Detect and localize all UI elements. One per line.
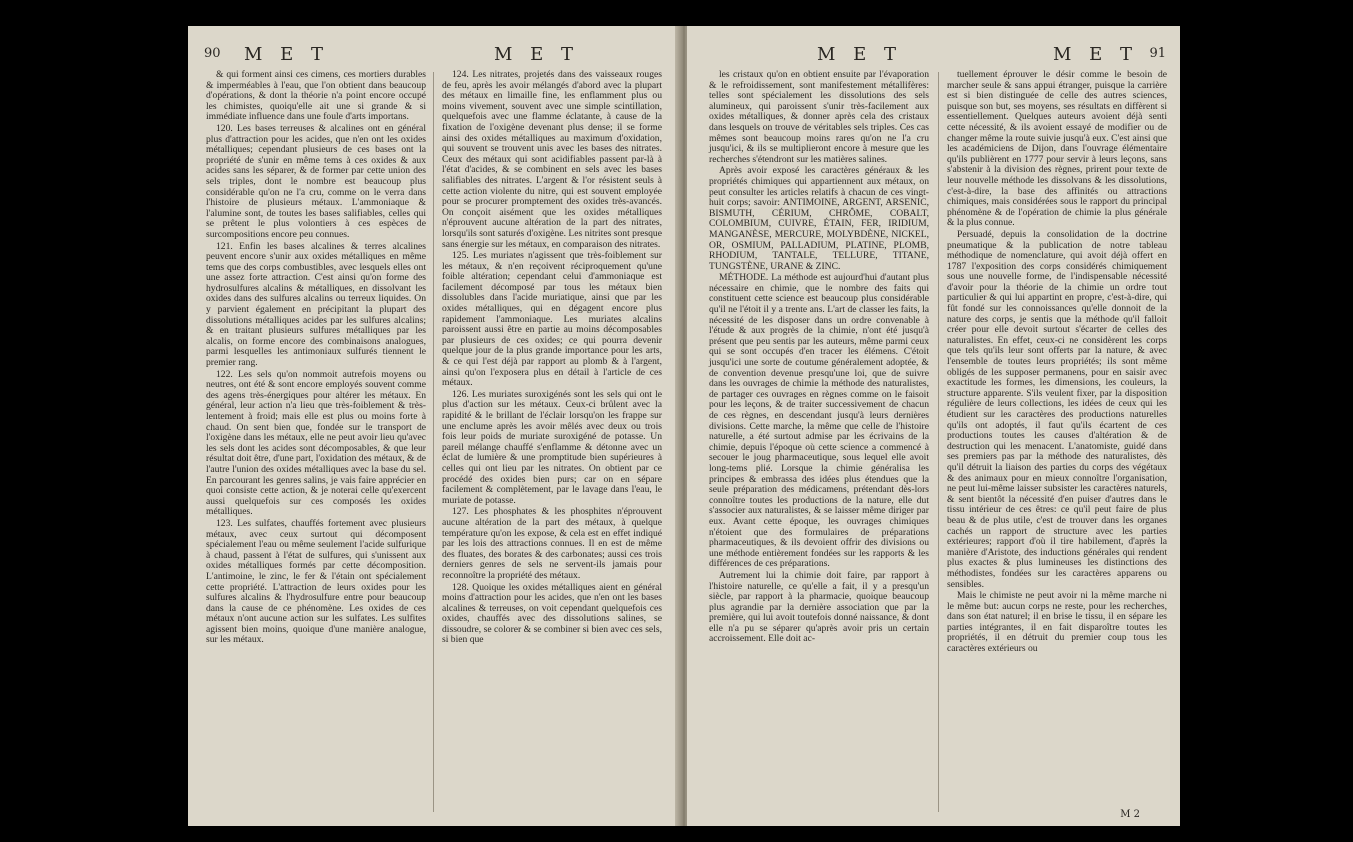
paragraph: 124. Les nitrates, projetés dans des vaisseaux rouges de feu, après les avoir mélangés d'abord avec la plupart des métaux en limaille fine, les enflamment plus ou moins vivement, souvent avec une simple scintillation, quelquefois avec une flamme éclatante, à cause de la fixation de l'oxigène devenant plus dense; il se forme ainsi des oxides métalliques au maximum d'oxidation, qui souvent se trouvent unis avec les bases des nitrates. Ceux des métaux qui sont acidifiables passent par-là à l'état d'acides, & se combinent en sels avec les bases salifiables des nitrates. L'argent & l'or résistent seuls à cette action violente du nitre, qui est souvent employée pour se procurer promptement des oxides très-avancés. On conçoit aisément que les oxides métalliques n'éprouvent aucune altération de la part des nitrates, lorsqu'ils sont saturés d'oxigène. Les nitrites sont presque sans énergie sur les métaux, en comparaison des nitrates. — [442, 69, 662, 250]
paragraph: 126. Les muriates suroxigénés sont les sels qui ont le plus d'action sur les métaux. Ceux-ci brûlent avec la rapidité & le brillant de l'éclair lorsqu'on les frappe sur une enclume après les avoir mêlés avec deux ou trois fois leur poids de muriate suroxigéné de potasse. Un pareil mélange chauffé s'enflamme & détonne avec un éclat de lumière & une promptitude bien supérieures à celles qui ont lieu par les nitrates. On obtient par ce procédé des oxides bien purs; car on en sépare facilement & complètement, par le lavage dans l'eau, le muriate de potasse. — [442, 388, 662, 506]
paragraph: les cristaux qu'on en obtient ensuite par l'évaporation & le refroidissement, sont manifestement métallifères: telles sont spécialement les dissolutions des sels alumineux, qui paroissent s'unir très-facilement aux oxides métalliques, & donner après cela des cristaux dans lesquels on trouve de véritables sels triples. Ces cas mêmes sont beaucoup moins rares qu'on ne l'a cru jusqu'ici, & ils se multiplieront encore à mesure que les recherches s'étendront sur les matières salines. — [709, 69, 929, 165]
right-running-head-1: M E T — [817, 44, 903, 65]
right-folio: 91 — [1149, 46, 1166, 61]
paragraph: tuellement éprouver le désir comme le besoin de marcher seule & sans appui étranger, puisque la carrière est si bien distinguée de celle des autres sciences, puisque son but, ses moyens, ses résultats en diffèrent si essentiellement. Quelques auteurs avoient déjà senti cette nécessité, & ils avoient essayé de modifier ou de changer même la route suivie jusqu'à eux. C'est ainsi que les académiciens de Dijon, dans l'ouvrage élémentaire qu'ils publièrent en 1777 pour servir à leurs leçons, sans s'abstenir à la division des règnes, prirent pour texte de leur nouvelle méthode les dissolvans & les dissolutions, c'est-à-dire, la base des affinités ou attractions chimiques, mais considérées sous le rapport du principal phénomène & de l'opération de chimie la plus générale & la plus connue. — [947, 69, 1167, 229]
left-column-1 — [206, 70, 426, 647]
right-running-head-2: M E T — [1053, 44, 1139, 65]
left-folio: 90 — [204, 46, 221, 61]
left-column-2 — [442, 70, 662, 647]
paragraph: 127. Les phosphates & les phosphites n'éprouvent aucune altération de la part des métaux, à quelque température qu'on les expose, & cela est en effet indiqué par les lois des attractions connues. Il en est de même des fluates, des borates & des carbonates; aussi ces trois derniers genres de sels ne servent-ils jamais pour reconnoître la propriété des métaux. — [442, 506, 662, 581]
left-running-head-1: M E T — [244, 44, 330, 65]
signature-mark: M 2 — [1120, 809, 1140, 820]
paragraph: Persuadé, depuis la consolidation de la doctrine pneumatique & la publication de notre tableau méthodique de nomenclature, qui avoit déjà offert en 1787 l'exposition des corps considérés chimiquement sous une nouvelle forme, de l'indispensable nécessité d'avoir pour la théorie de la chimie un ordre tout particulier & qui lui appartint en propre, c'est-à-dire, qui fût fondé sur les connoissances qu'elle donnoit de la nature des corps, je sentis que la méthode qu'il falloit créer pour elle devoit surtout s'écarter de celles des naturalistes. En effet, ceux-ci ne considèrent les corps que tels qu'ils leur sont offerts par la nature, & avec l'ensemble de toutes leurs propriétés; ils sont même obligés de les supposer permanens, pour en saisir avec exactitude les formes, les dimensions, les couleurs, la structure apparente. S'ils veulent fixer, par la disposition régulière de leurs collections, les idées de ceux qui les étudient sur les caractères des productions naturelles qu'ils ont adoptés, il faut qu'ils écartent de ces productions toutes les causes d'altération & de destruction qui les menacent. L'anatomiste, guidé dans ses premiers pas par la méthode des naturalistes, dès qu'il détruit la liaison des parties du corps des végétaux & des animaux pour en mieux connoître l'organisation, ne peut lui-même laisser subsister les caractères naturels, & sent bientôt la nécessité d'en puiser d'autres dans le tissu intérieur de ces êtres: ce qu'il peut faire de plus beau & de plus utile, c'est de trouver dans les organes cachés un rapport de structure avec les parties extérieures; rapport d'où il tire habilement, d'après la manière d'Aristote, des inductions générales qui rendent plus exactes & plus lumineuses les distinctions des méthodistes, fondées sur les caractères apparens ou sensibles. — [947, 228, 1167, 590]
paragraph: 125. Les muriates n'agissent que très-foiblement sur les métaux, & n'en reçoivent réciproquement qu'une foible altération; cependant celui d'ammoniaque est facilement décomposé par tous les métaux bien dissolubles dans l'acide muriatique, ainsi que par les oxides métalliques, qui en dégagent encore plus rapidement l'ammoniaque. Les muriates alcalins paroissent aussi être en partie au moins décomposables par plusieurs de ces oxides; ce qui pourra devenir quelque jour de la plus grande importance pour les arts, & ce qui l'est déjà par rapport au plomb & à l'argent, ainsi qu'on l'exposera plus en détail à l'article de ces métaux. — [442, 250, 662, 389]
left-running-head-2: M E T — [494, 44, 580, 65]
paragraph: Mais le chimiste ne peut avoir ni la même marche ni le même but: aucun corps ne reste, pour les recherches, dans son état naturel; il en brise le tissu, il en sépare les parties intégrantes, il en fait disparoître toutes les propriétés, il en détruit du premier coup tous les caractères extérieurs ou — [947, 590, 1167, 655]
paragraph: 123. Les sulfates, chauffés fortement avec plusieurs métaux, avec ceux surtout qui décomposent spécialement l'eau ou même seulement l'acide sulfurique à chaud, passent à l'état de sulfures, qui s'unissent aux oxides métalliques formés par cette décomposition. L'antimoine, le zinc, le fer & l'étain ont spécialement cette propriété. L'attraction de leurs oxides pour les sulfures alcalins & l'hydrosulfure entre pour beaucoup dans la cause de ce phénomène. Les oxides de ces métaux n'ont aucune action sur les sulfates. Les sulfites agissent bien moins, quoique d'une manière analogue, sur les métaux. — [206, 517, 426, 646]
column-divider — [938, 72, 939, 812]
paragraph: 122. Les sels qu'on nommoit autrefois moyens ou neutres, ont été & sont encore employés souvent comme des agens très-énergiques pour altérer les métaux. En général, leur action n'a lieu que très-foiblement & très-lentement à froid; mais elle est plus ou moins forte à chaud. On sent bien que, fondée sur le transport de l'oxigène dans les métaux, elle ne peut avoir lieu qu'avec les sels dont les acides sont décomposables, & que leur résultat doit être, d'une part, l'oxidation des métaux, & de l'autre l'union des oxides métalliques avec la base du sel. En parcourant les genres salins, je vais faire apprécier en quoi consiste cette action, & je noterai celle qu'exercent aussi quelquefois sur ces composés les oxides métalliques. — [206, 368, 426, 518]
paragraph: MÉTHODE. La méthode est aujourd'hui d'autant plus nécessaire en chimie, que le nombre des faits qui constituent cette science est beaucoup plus considérable qu'il ne l'étoit il y a trente ans. L'art de classer les faits, la nécessité de les disposer dans un ordre convenable à l'étude & aux progrès de la chimie, n'ont été jusqu'à présent que peu sentis par les auteurs, même parmi ceux qui se sont occupés d'en tracer les élémens. C'étoit jusqu'ici une sorte de coutume généralement adoptée, & de convention devenue presqu'une loi, que de suivre dans les ouvrages de chimie la méthode des naturalistes, de partager ces ouvrages en règnes comme on le faisoit pour les leçons, & de traiter successivement de chacun de ces règnes, en descendant jusqu'à leurs dernières divisions. Cette marche, la même que celle de l'histoire naturelle, a été surtout admise par les écrivains de la chimie, depuis l'époque où cette science a commencé à secouer le joug pharmaceutique, sous lequel elle avoit long-tems plié. Lorsque la chimie généralisa les principes & embrassa des idées plus étendues que la seule préparation des médicamens, prétendant dès-lors connoître toutes les productions de la nature, elle dut s'associer aux naturalistes, & se laisser même diriger par eux. Avant cette époque, les ouvrages chimiques n'étoient que des formulaires de préparations pharmaceutiques, & ils devoient offrir des divisions ou une méthode entièrement fondées sur les rapports & les différences de ces préparations. — [709, 272, 929, 570]
left-page — [188, 26, 681, 826]
column-divider — [433, 72, 434, 812]
paragraph: 121. Enfin les bases alcalines & terres alcalines peuvent encore s'unir aux oxides métalliques en même tems que des corps combustibles, avec lesquels elles ont une assez forte attraction. C'est ainsi qu'on forme des hydrosulfures alcalins & métalliques, en dissolvant les oxides dans des sulfures alcalins ou terreux liquides. On y parvient également en précipitant la plupart des dissolutions métalliques acides par les sulfures alcalins; & en traitant plusieurs sulfures métalliques par les alcalis, on forme encore des combinaisons analogues, parmi lesquelles les antimoniaux sulfurés tiennent le premier rang. — [206, 240, 426, 369]
paragraph: 128. Quoique les oxides métalliques aient en général moins d'attraction pour les acides, que n'en ont les bases alcalines & terreuses, on voit cependant quelquefois ces oxides, chauffés avec des dissolutions salines, se dissoudre, se colorer & se combiner si bien avec ces sels, si bien que — [442, 581, 662, 646]
paragraph: 120. Les bases terreuses & alcalines ont en général plus d'attraction pour les acides, que n'en ont les oxides métalliques; cependant plusieurs de ces bases ont la propriété de s'unir en même tems à ces oxides & aux acides sans les séparer, & de former par cette union des sels triples, dont le nombre est beaucoup plus considérable qu'on ne l'a cru, comme on le verra dans l'histoire de plusieurs métaux. L'ammoniaque & l'alumine sont, de toutes les bases salifiables, celles qui se prêtent le plus volontiers à ces espèces de surcompositions encore peu connues. — [206, 122, 426, 240]
open-book — [188, 26, 1180, 826]
right-page — [687, 26, 1180, 826]
paragraph: Autrement lui la chimie doit faire, par rapport à l'histoire naturelle, ce qu'elle a fait, il y a presqu'un siècle, par rapport à la pharmacie, quoique beaucoup plus agrandie par la dernière association que par la première, qui lui avoit toutefois donné naissance, & dont elle n'a pu se séparer qu'après avoir pris un certain accroissement. Elle doit ac- — [709, 569, 929, 645]
right-column-1 — [709, 70, 929, 646]
right-column-2 — [947, 70, 1167, 656]
paragraph: & qui forment ainsi ces cimens, ces mortiers durables & imperméables à l'eau, que l'on obtient dans beaucoup d'opérations, & dont la théorie n'a point encore occupé les chimistes, quoiqu'elle ait une si grande & si immédiate influence dans une foule d'arts importans. — [206, 69, 426, 123]
paragraph: Après avoir exposé les caractères généraux & les propriétés chimiques qui appartiennent aux métaux, on peut consulter les articles relatifs à chacun de ces vingt-huit corps; savoir: ANTIMOINE, ARGENT, ARSENIC, BISMUTH, CÉRIUM, CHRÔME, COBALT, COLOMBIUM, CUIVRE, ÉTAIN, FER, IRIDIUM, MANGANÈSE, MERCURE, MOLYBDÈNE, NICKEL, OR, OSMIUM, PALLADIUM, PLATINE, PLOMB, RHODIUM, TANTALE, TELLURE, TITANE, TUNGSTÈNE, URANE & ZINC. — [709, 165, 929, 272]
